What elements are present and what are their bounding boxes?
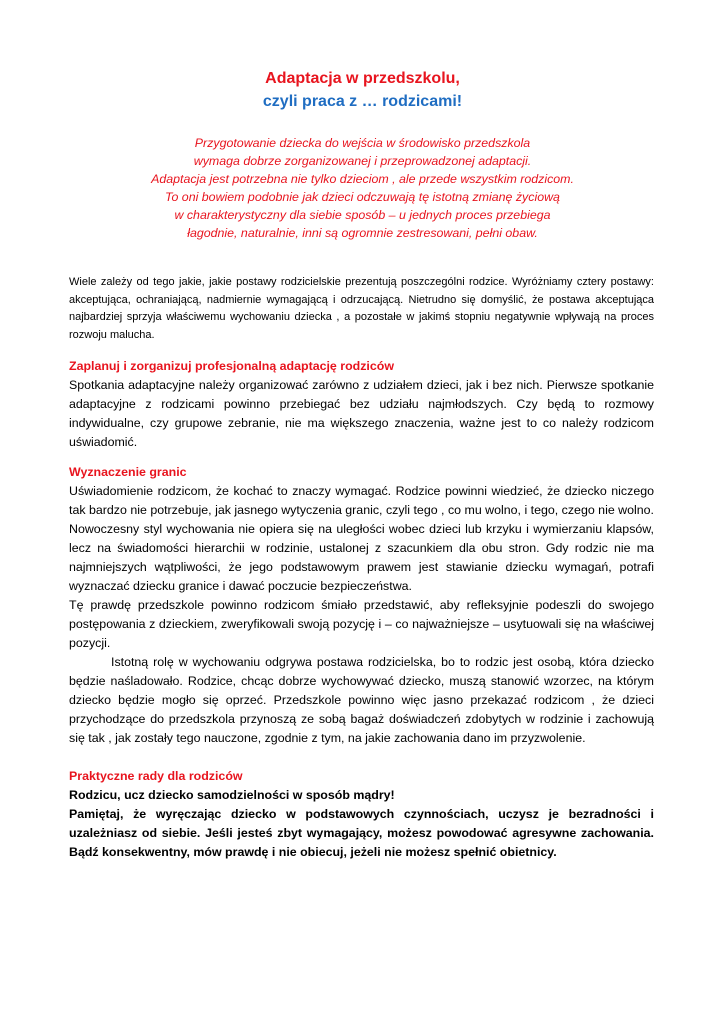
intro-line: Przygotowanie dziecka do wejścia w środowisko przedszkola	[194, 136, 531, 150]
opening-paragraph: Wiele zależy od tego jakie, jakie postawy rodzicielskie prezentują poszczególni rodzice. Wyróżniamy cztery postawy: akceptująca, ochraniającą, nadmiernie wymagającą i odrzucającą. Nietrudno się domyślić, że postawa akceptująca najbardziej sprzyja właściwemu wychowaniu dziecka , a pozostałe w jakimś stopniu negatywnie wpływają na proces rozwoju malucha.	[69, 276, 654, 341]
section-heading: Wyznaczenie granic	[69, 465, 187, 479]
intro-line: Adaptacja jest potrzebna nie tylko dzieciom , ale przede wszystkim rodzicom.	[151, 172, 574, 186]
intro-line: To oni bowiem podobnie jak dzieci odczuwają tę istotną zmianę życiową	[165, 190, 560, 204]
intro-line: łagodnie, naturalnie, inni są ogromnie zestresowani, pełni obaw.	[187, 226, 538, 240]
section-heading: Zaplanuj i zorganizuj profesjonalną adaptację rodziców	[69, 359, 394, 373]
section-paragraph: Istotną rolę w wychowaniu odgrywa postawa rodzicielska, bo to rodzic jest osobą, która dziecko będzie naśladowało. Rodzice, chcąc dobrze wychowywać dziecko, muszą stanowić wzorzec, na którym dziecko będzie mogło się oprzeć. Przedszkole powinno więc jasno przekazać rodzicom , że dzieci przychodzące do przedszkola przynoszą ze sobą bagaż doświadczeń zdobytych w rodzinie i zachowują się tak , jak zostały tego nauczone, zgodnie z tym, na jakie zachowania dano im przyzwolenie.	[69, 655, 654, 745]
section-paragraph: Tę prawdę przedszkole powinno rodzicom śmiało przedstawić, aby refleksyjnie podeszli do swojego postępowania z dzieckiem, zweryfikowali swoją pozycję i – co najważniejsze – usytuowali się na właściwej pozycji.	[69, 598, 654, 650]
section-adaptation	[69, 357, 654, 452]
intro-line: wymaga dobrze zorganizowanej i przeprowadzonej adaptacji.	[193, 154, 532, 168]
section-body: Spotkania adaptacyjne należy organizować zarówno z udziałem dzieci, jak i bez nich. Pierwsze spotkanie adaptacyjne z rodzicami powinno przebiegać bez udziału najmłodszych. Czy będą to rozmowy indywidualne, czy grupowe zebranie, nie ma większego znaczenia, ważne jest to co należy rodzicom uświadomić.	[69, 378, 654, 449]
section-practical-advice	[69, 767, 654, 862]
title-line-1: Adaptacja w przedszkolu,	[265, 70, 460, 87]
section-paragraph: Uświadomienie rodzicom, że kochać to znaczy wymagać. Rodzice powinni wiedzieć, że dziecko niczego tak bardzo nie potrzebuje, jak jasnego wytyczenia granic, czyli tego , co mu wolno, i tego, czego nie wolno. Nowoczesny styl wychowania nie opiera się na uległości wobec dzieci lub krzyku i wymierzaniu klapsów, lecz na świadomości hierarchii w rodzinie, ustalonej z szacunkiem dla obu stron. Gdy rodzic nie ma najmniejszych wątpliwości, że jego podstawowym prawem jest stawianie dziecku wymagań, potrafi wyznaczać dziecku granice i dawać poczucie bezpieczeństwa.	[69, 484, 654, 593]
section-boundaries	[69, 463, 654, 748]
intro-line: w charakterystyczny dla siebie sposób – u jednych proces przebiega	[174, 208, 551, 222]
advice-paragraph: Pamiętaj, że wyręczając dziecko w podstawowych czynnościach, uczysz je bezradności i uzależniasz od siebie. Jeśli jesteś zbyt wymagający, możesz powodować agresywne zachowania. Bądź konsekwentny, mów prawdę i nie obiecuj, jeżeli nie możesz spełnić obietnicy.	[69, 807, 654, 859]
intro-quote	[60, 134, 665, 242]
section-heading: Praktyczne rady dla rodziców	[69, 769, 243, 783]
title-line-2: czyli praca z … rodzicami!	[262, 93, 463, 110]
advice-line: Rodzicu, ucz dziecko samodzielności w sposób mądry!	[69, 788, 395, 802]
